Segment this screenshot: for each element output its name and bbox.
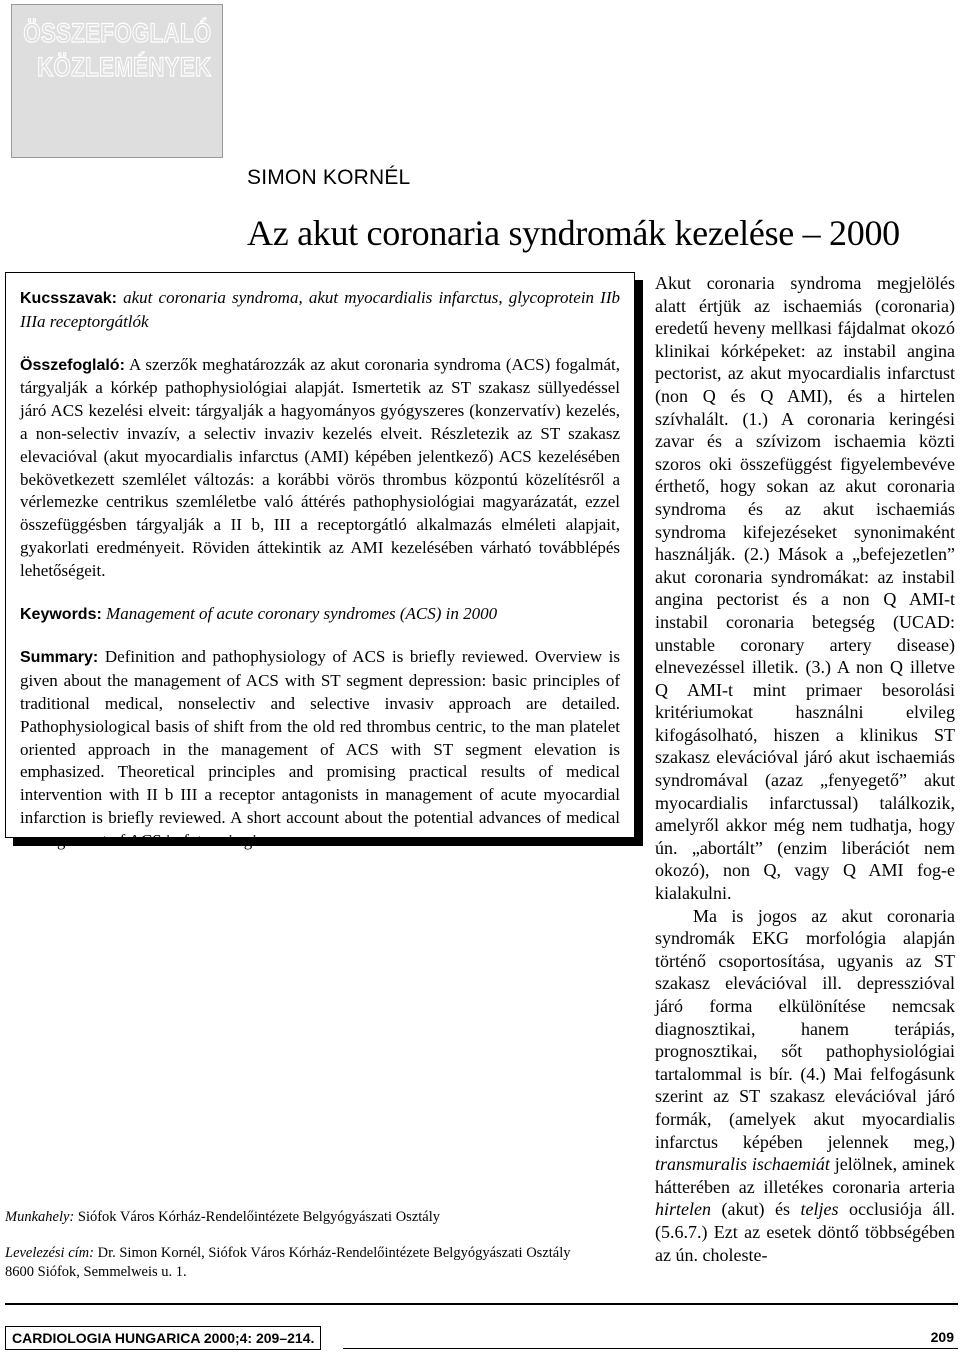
section-label-line1: ÖSSZEFOGLALÓ [23,18,212,48]
affiliation-block [5,1208,625,1282]
osszefoglalo-paragraph [20,354,620,583]
abstract-box [5,272,635,850]
body-p2-italic-3: teljes [800,1199,839,1220]
summary-label: Summary: [20,649,99,667]
keywords-text: Management of acute coronary syndromes (ACS) in 2000 [106,603,498,623]
kucsszavak-label: Kucsszavak: [20,290,117,307]
kucsszavak-paragraph [20,287,620,334]
munkahely-text: Siófok Város Kórház-Rendelőintézete Belgyógyászati Osztály [77,1209,440,1225]
footer-bottom-rule [343,1348,958,1349]
body-p2-italic-2: hirtelen [655,1199,711,1220]
levelezesi-text: Dr. Simon Kornél, Siófok Város Kórház-Rendelőintézete Belgyógyászati Osztály [97,1245,571,1261]
body-p2-text-c: (akut) és [721,1199,790,1220]
munkahely-label: Munkahely: [5,1209,75,1225]
kucsszavak-text: akut coronaria syndroma, akut myocardialis infarctus, glycoprotein IIb IIIa receptorgátlók [20,288,621,331]
address-line: 8600 Siófok, Semmelweis u. 1. [5,1264,187,1280]
body-paragraph-2 [655,905,955,1267]
journal-citation: CARDIOLOGIA HUNGARICA 2000;4: 209–214. [5,1326,321,1350]
page-number: 209 [930,1329,954,1345]
section-label-box [11,4,223,158]
summary-text: Definition and pathophysiology of ACS is briefly reviewed. Overview is given about the management of ACS with ST segment depression: basic principles of traditional medical, nonselectiv and selective invasiv approach are detailed. Pathophysiological basis of shift from the old red thrombus centric, to the man platelet oriented approach in the management of ACS with ST segment elevation is emphasized. Theoretical principles and promising practical results of medical intervention with II b III a receptor antagonists in management of acute myocardial infarction is briefly reviewed. A short account about the potential advances of medical management of ACS in future is given. [20,647,621,850]
levelezesi-label: Levelezési cím: [5,1245,94,1261]
keywords-label: Keywords: [20,605,102,623]
body-p2-text-b: jelölnek, aminek hátterében az illetékes coronaria arteria [655,1154,956,1197]
section-label-line2: KÖZLEMÉNYEK [37,52,212,82]
body-column [655,272,955,1266]
keywords-paragraph [20,603,620,627]
osszefoglalo-text: A szerzők meghatározzák az akut coronaria syndroma (ACS) fogalmát, tárgyalják a kórkép pathophysiológiai alapját. Ismertetik az ST szakasz süllyedéssel járó ACS kezelési elveit: tárgyalják a hagyományos gyógyszeres (konzervatív) kezelés, a non-selectiv invazív, a selectiv invaziv kezelés elveit. Részletezik az ST szakasz elevacióval (akut myocardialis infarctus (AMI) képében jelentkező) ACS kezelésében bekövetkezett szemlélet változás: a korábbi vörös thrombus központú közelítésről a vérlemezke centrikus szemléletbe való áttérés pathophysiológiai magyarázatát, ezzel összefüggésben tárgyalják a II b, III a receptorgátló alkalmazás elméleti alapjait, gyakorlati eredményeit. Röviden áttekintik az AMI kezelésében várható továbblépés lehetőségeit. [20,354,620,580]
osszefoglalo-label: Összefoglaló: [20,356,125,374]
footer-rule [5,1303,958,1305]
munkahely-line [5,1208,625,1227]
body-p2-text-d: occlusiója áll. (5.6.7.) Ezt az esetek döntő többségében az ún. choleste- [655,1199,956,1265]
body-p2-italic-1: transmuralis ischaemiát [655,1154,830,1175]
body-paragraph-1: Akut coronaria syndroma megjelölés alatt értjük az ischaemiás (coronaria) eredetű heveny mellkasi fájdalmat okozó klinikai kórképeket: az instabil angina pectorist, az akut myocardialis infarctust (non Q és Q AMI), és a hirtelen szívhalált. (1.) A coronaria keringési zavar és a szívizom ischaemia közti szoros oki összefüggést figyelembevéve érthető, hogy sokan az akut coronaria syndroma és az akut ischaemiás syndroma kifejezéseket synonimaként használják. (2.) Mások a „befejezetlen” akut coronaria syndromákat: az instabil angina pectorist és a non Q AMI-t instabil coronaria betegség (UCAD: unstable coronary artery disease) elnevezéssel illetik. (3.) A non Q illetve Q AMI-t mint primaer besorolási kritériumokat használni elvileg kifogásolható, hiszen a klinikus ST szakasz elevációval járó akut ischaemiás syndromával (azaz „fenyegető” akut myocardialis infarctussal) találkozik, amelyről akkor még nem tudhatja, hogy ún. „abortált” (enzim liberációt nem okozó), non Q, vagy Q AMI fog-e kialakulni. [655,273,955,904]
body-p2-text-a: Ma is jogos az akut coronaria syndromák EKG morfológia alapján történő csoportosítása, ugyanis az ST szakasz elevációval ill. depresszióval járó forma elkülönítése nemcsak diagnosztikai, hanem terápiás, prognosztikai, sőt pathophysiológiai tartalommal is bír. (4.) Mai felfogásunk szerint az ST szakasz elevációval járó formák, (amelyek akut myocardialis infarctus képében jelennek meg,) [655,905,955,1152]
summary-paragraph [20,646,620,852]
author-name: SIMON KORNÉL [247,166,411,189]
levelezesi-line [5,1244,625,1263]
article-title: Az akut coronaria syndromák kezelése – 2000 [247,213,900,253]
